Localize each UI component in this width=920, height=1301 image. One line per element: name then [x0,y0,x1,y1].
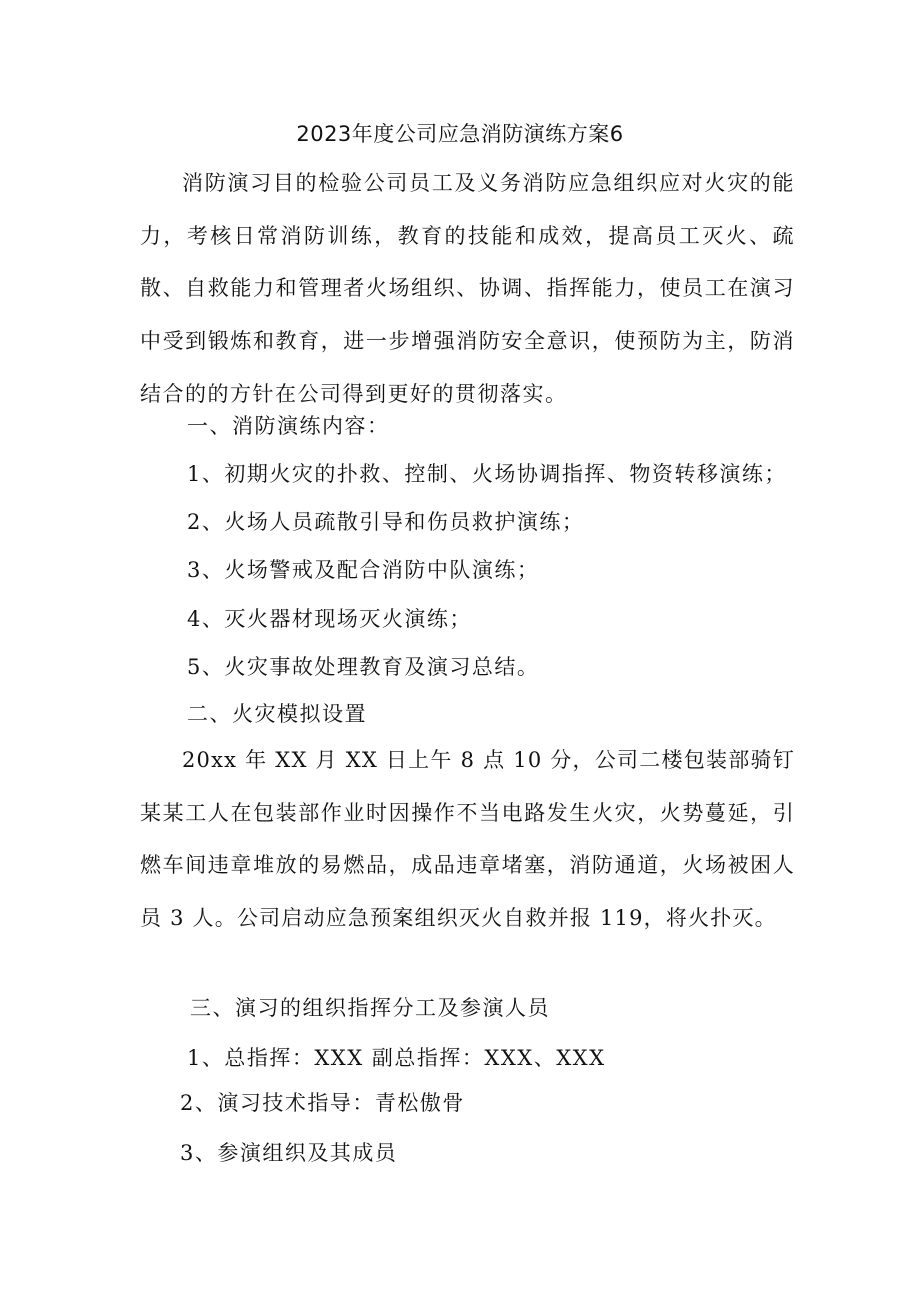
section3-item: 2、演习技术指导：青松傲骨 [180,1091,465,1115]
section1-item: 1、初期火灾的扑救、控制、火场协调指挥、物资转移演练； [187,462,787,486]
section1-heading: 一、消防演练内容： [187,414,390,438]
section2-paragraph: 20xx 年 XX 月 XX 日上午 8 点 10 分，公司二楼包装部骑钉某某工人在包装部作业时因操作不当电路发生火灾，火势蔓延，引燃车间违章堆放的易燃品，成品违章堵塞，消防通道，火场被困人员 3 人。公司启动应急预案组织灭火自救并报 119，将火扑灭。 [140,748,795,931]
section3-heading: 三、演习的组织指挥分工及参演人员 [190,996,550,1020]
section1-item: 3、火场警戒及配合消防中队演练； [187,558,540,582]
document-title: 2023年度公司应急消防演练方案6 [296,122,624,146]
section3-item: 1、总指挥：XXX 副总指挥：XXX、XXX [187,1046,606,1070]
section1-item: 2、火场人员疏散引导和伤员救护演练； [187,510,585,534]
section1-item: 5、火灾事故处理教育及演习总结。 [187,655,540,679]
section2-heading: 二、火灾模拟设置 [187,702,367,726]
section1-item: 4、灭火器材现场灭火演练； [187,607,472,631]
intro-paragraph: 消防演习目的检验公司员工及义务消防应急组织应对火灾的能力，考核日常消防训练，教育的技能和成效，提高员工灭火、疏散、自救能力和管理者火场组织、协调、指挥能力，使员工在演习中受到锻炼和教育，进一步增强消防安全意识，使预防为主，防消结合的的方针在公司得到更好的贯彻落实。 [140,171,795,406]
section3-item: 3、参演组织及其成员 [180,1141,398,1165]
